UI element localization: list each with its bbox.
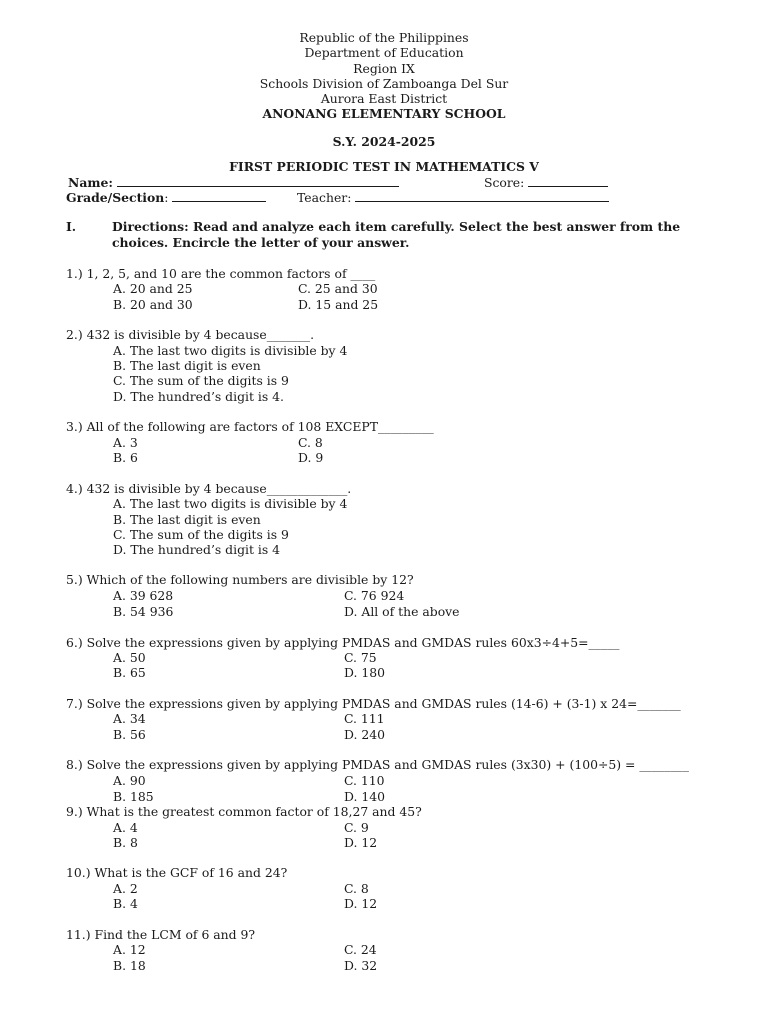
option-d[interactable]: D. 12 xyxy=(344,835,378,850)
option-c[interactable]: C. 8 xyxy=(344,881,369,896)
score-blank[interactable] xyxy=(528,175,608,187)
header-line: Schools Division of Zamboanga Del Sur xyxy=(259,75,509,91)
question-stem: 11.) Find the LCM of 6 and 9? xyxy=(66,927,256,942)
header-line: Department of Education xyxy=(304,45,464,61)
option-d[interactable]: D. 240 xyxy=(344,727,386,742)
option-a[interactable]: A. 50 xyxy=(113,650,146,665)
option-b[interactable]: B. The last digit is even xyxy=(113,358,261,373)
option-b[interactable]: B. 185 xyxy=(113,789,154,804)
option-c[interactable]: C. 75 xyxy=(344,650,377,665)
grade-section-label: Grade/Section xyxy=(66,190,165,205)
option-a[interactable]: A. 4 xyxy=(113,820,138,835)
option-a[interactable]: A. The last two digits is divisible by 4 xyxy=(113,496,348,511)
school-name: ANONANG ELEMENTARY SCHOOL xyxy=(262,106,506,122)
option-d[interactable]: D. 12 xyxy=(344,896,378,911)
score-field xyxy=(484,175,608,190)
question-stem: 7.) Solve the expressions given by applying PMDAS and GMDAS rules (14-6) + (3-1) x 24=_______ xyxy=(66,696,681,711)
option-b[interactable]: B. 8 xyxy=(113,835,138,850)
option-b[interactable]: B. 56 xyxy=(113,727,146,742)
teacher-label: Teacher: xyxy=(297,190,352,205)
header-line: Aurora East District xyxy=(320,91,448,107)
header-line: Republic of the Philippines xyxy=(299,30,469,45)
name-blank[interactable] xyxy=(117,175,399,187)
question-stem: 6.) Solve the expressions given by applying PMDAS and GMDAS rules 60x3÷4+5=_____ xyxy=(66,635,620,650)
option-b[interactable]: B. The last digit is even xyxy=(113,512,261,527)
question-stem: 8.) Solve the expressions given by applying PMDAS and GMDAS rules (3x30) + (100÷5) = ________ xyxy=(66,757,689,772)
teacher-blank[interactable] xyxy=(355,190,609,202)
score-label: Score: xyxy=(484,175,525,190)
option-a[interactable]: A. The last two digits is divisible by 4 xyxy=(113,343,348,358)
option-d[interactable]: D. 32 xyxy=(344,958,378,973)
option-a[interactable]: A. 2 xyxy=(113,881,138,896)
question-stem: 1.) 1, 2, 5, and 10 are the common factors of ____ xyxy=(66,266,376,281)
question-stem: 2.) 432 is divisible by 4 because_______. xyxy=(66,327,315,342)
question-stem: 5.) Which of the following numbers are divisible by 12? xyxy=(66,572,414,587)
grade-section-blank[interactable] xyxy=(172,190,266,202)
option-c[interactable]: C. 110 xyxy=(344,773,385,788)
header-line: Region IX xyxy=(353,60,415,76)
option-a[interactable]: A. 39 628 xyxy=(113,588,174,603)
option-c[interactable]: C. The sum of the digits is 9 xyxy=(113,527,289,542)
option-a[interactable]: A. 20 and 25 xyxy=(113,281,193,296)
option-d[interactable]: D. 180 xyxy=(344,665,386,680)
option-a[interactable]: A. 12 xyxy=(113,942,146,957)
option-b[interactable]: B. 54 936 xyxy=(113,604,174,619)
option-c[interactable]: C. 111 xyxy=(344,711,385,726)
option-b[interactable]: B. 65 xyxy=(113,665,146,680)
question-stem: 10.) What is the GCF of 16 and 24? xyxy=(66,865,288,880)
grade-section-field: Grade/Section: xyxy=(66,190,266,205)
option-a[interactable]: A. 3 xyxy=(113,435,138,450)
option-c[interactable]: C. 76 924 xyxy=(344,588,405,603)
option-d[interactable]: D. 9 xyxy=(298,450,324,465)
option-c[interactable]: C. 8 xyxy=(298,435,323,450)
option-a[interactable]: A. 90 xyxy=(113,773,146,788)
directions: Directions: Read and analyze each item carefully. Select the best answer from the choices. Encircle the letter of your answer. xyxy=(112,219,681,250)
section-number: I. xyxy=(66,219,77,234)
school-year: S.Y. 2024-2025 xyxy=(332,134,436,149)
option-d[interactable]: D. The hundred’s digit is 4. xyxy=(113,389,284,404)
option-b[interactable]: B. 4 xyxy=(113,896,138,911)
option-d[interactable]: D. 140 xyxy=(344,789,386,804)
name-label: Name xyxy=(68,175,109,190)
question-stem: 9.) What is the greatest common factor of 18,27 and 45? xyxy=(66,804,422,819)
option-b[interactable]: B. 20 and 30 xyxy=(113,297,193,312)
name-field: Name: xyxy=(68,175,399,190)
option-d[interactable]: D. 15 and 25 xyxy=(298,297,379,312)
option-c[interactable]: C. 25 and 30 xyxy=(298,281,378,296)
option-c[interactable]: C. The sum of the digits is 9 xyxy=(113,373,289,388)
option-c[interactable]: C. 24 xyxy=(344,942,377,957)
question-stem: 3.) All of the following are factors of 108 EXCEPT_________ xyxy=(66,419,434,434)
option-b[interactable]: B. 18 xyxy=(113,958,146,973)
option-a[interactable]: A. 34 xyxy=(113,711,146,726)
option-b[interactable]: B. 6 xyxy=(113,450,138,465)
option-d[interactable]: D. All of the above xyxy=(344,604,460,619)
option-c[interactable]: C. 9 xyxy=(344,820,369,835)
test-title: FIRST PERIODIC TEST IN MATHEMATICS V xyxy=(229,159,539,174)
teacher-field xyxy=(297,190,609,205)
option-d[interactable]: D. The hundred’s digit is 4 xyxy=(113,542,281,557)
header-block xyxy=(0,30,768,122)
question-stem: 4.) 432 is divisible by 4 because_____________. xyxy=(66,481,352,496)
